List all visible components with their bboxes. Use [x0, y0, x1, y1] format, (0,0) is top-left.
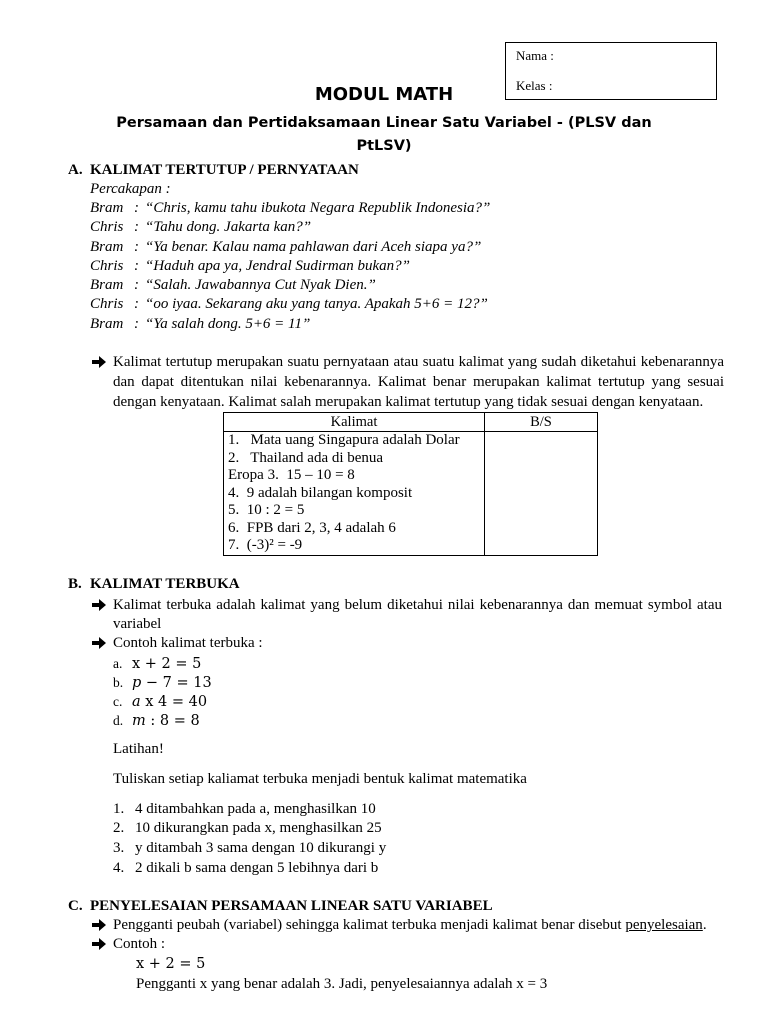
- example-expression: a x 4 = 40: [132, 693, 208, 710]
- exercise-title: Latihan!: [113, 741, 164, 757]
- exercise-text: 4 ditambahkan pada a, menghasilkan 10: [135, 800, 376, 817]
- section-c-title: PENYELESAIAN PERSAMAAN LINEAR SATU VARIABEL: [90, 898, 493, 914]
- example-label: d.: [113, 712, 124, 728]
- example-equation: x + 2 = 5: [136, 956, 206, 972]
- dialogue-separator: :: [134, 315, 139, 332]
- definition-end: .: [702, 917, 707, 933]
- list-item: [113, 839, 386, 859]
- statement-line: 7. (-3)² = -9: [228, 537, 303, 553]
- table-row: [224, 432, 598, 556]
- exercise-instruction: Tuliskan setiap kaliamat terbuka menjadi bentuk kalimat matematika: [113, 771, 527, 787]
- statement-line: 1. Mata uang Singapura adalah Dolar: [228, 432, 460, 448]
- list-item: [113, 819, 386, 839]
- dialogue-speaker: Bram: [90, 200, 124, 216]
- example-label: Contoh :: [113, 936, 166, 952]
- dialogue-separator: :: [134, 238, 139, 255]
- dialogue-separator: :: [134, 257, 139, 274]
- statement-cell: [224, 432, 485, 556]
- example-answer: Pengganti x yang benar adalah 3. Jadi, penyelesaiannya adalah x = 3: [136, 976, 548, 992]
- table-header-row: [224, 413, 598, 432]
- list-item: [113, 711, 212, 730]
- module-subtitle-line-2: PtLSV): [356, 138, 412, 154]
- definition-text: Pengganti peubah (variabel) sehingga kalimat terbuka menjadi kalimat benar disebut: [113, 917, 626, 933]
- section-a-title: KALIMAT TERTUTUP / PERNYATAAN: [90, 162, 359, 178]
- example-list: [113, 654, 212, 730]
- name-label: Nama :: [516, 48, 554, 63]
- statement-line: Eropa 3. 15 – 10 = 8: [228, 467, 355, 483]
- column-header-statement: Kalimat: [224, 413, 485, 432]
- section-a-label: A.: [68, 162, 83, 178]
- open-sentence-definition: [113, 596, 722, 633]
- list-item: [113, 692, 212, 711]
- dialogue-text: “Chris, kamu tahu ibukota Negara Republik Indonesia?”: [145, 200, 491, 216]
- dialogue-line: [90, 199, 490, 218]
- dialogue-text: “Tahu dong. Jakarta kan?”: [145, 219, 312, 236]
- statement-line: 2. Thailand ada di benua: [228, 449, 384, 466]
- dialogue-speaker: Bram: [90, 277, 124, 294]
- dialogue-separator: :: [134, 277, 139, 294]
- dialogue-line: [90, 315, 490, 334]
- arrow-right-icon: [92, 938, 106, 950]
- column-header-true-false: B/S: [485, 413, 598, 432]
- dialogue-text: “Salah. Jawabannya Cut Nyak Dien.”: [145, 277, 376, 294]
- dialogue-line: [90, 295, 490, 314]
- statement-table: [223, 412, 598, 556]
- exercise-number: 1.: [113, 800, 125, 817]
- arrow-right-icon: [92, 599, 106, 611]
- definition-line: Kalimat terbuka adalah kalimat yang belum diketahui nilai kebenarannya dan memuat symbol atau: [113, 597, 722, 613]
- exercise-number: 3.: [113, 839, 125, 856]
- section-b-label: B.: [68, 576, 82, 592]
- list-item: [113, 800, 386, 820]
- class-label: Kelas :: [516, 78, 553, 93]
- dialogue-line: [90, 218, 490, 237]
- exercise-number: 4.: [113, 859, 125, 876]
- dialogue-separator: :: [134, 200, 139, 216]
- exercise-text: y ditambah 3 sama dengan 10 dikurangi y: [135, 839, 387, 856]
- arrow-right-icon: [92, 356, 106, 368]
- list-item: [113, 673, 212, 692]
- explanation-line: dan dapat ditentukan nilai kebenarannya. Kalimat benar merupakan kalimat tertutup yang sesuai: [113, 374, 724, 390]
- dialogue-text: “Haduh apa ya, Jendral Sudirman bukan?”: [145, 257, 410, 274]
- arrow-right-icon: [92, 637, 106, 649]
- dialogue-text: “Ya benar. Kalau nama pahlawan dari Aceh siapa ya?”: [145, 238, 482, 255]
- dialogue-separator: :: [134, 219, 139, 236]
- dialogue-line: [90, 276, 490, 295]
- dialogue-text: “oo iyaa. Sekarang aku yang tanya. Apakah 5+6 = 12?”: [145, 296, 488, 313]
- dialogue-speaker: Chris: [90, 296, 124, 313]
- section-c-label: C.: [68, 898, 83, 914]
- example-label: a.: [113, 655, 123, 671]
- answer-cell: [485, 432, 598, 556]
- dialogue-separator: :: [134, 296, 139, 313]
- module-subtitle-line-1: Persamaan dan Pertidaksamaan Linear Satu Variabel - (PLSV dan: [116, 115, 652, 131]
- example-expression: m : 8 = 8: [132, 712, 200, 729]
- exercise-text: 2 dikali b sama dengan 5 lebihnya dari b: [135, 859, 379, 876]
- definition-line: variabel: [113, 615, 162, 632]
- section-b-title: KALIMAT TERBUKA: [90, 576, 240, 592]
- conversation-label: Percakapan :: [90, 181, 171, 197]
- dialogue-speaker: Chris: [90, 219, 124, 236]
- statement-line: 6. FPB dari 2, 3, 4 adalah 6: [228, 519, 396, 536]
- list-item: [113, 654, 212, 673]
- examples-label: Contoh kalimat terbuka :: [113, 635, 263, 651]
- statement-line: 4. 9 adalah bilangan komposit: [228, 484, 413, 501]
- statement-line: 5. 10 : 2 = 5: [228, 502, 305, 518]
- closed-sentence-explanation: [113, 352, 724, 412]
- definition-term: penyelesaian: [625, 917, 703, 933]
- exercise-list: [113, 800, 386, 879]
- dialogue-text: “Ya salah dong. 5+6 = 11”: [145, 315, 311, 332]
- example-label: c.: [113, 693, 123, 709]
- example-label: b.: [113, 674, 124, 690]
- exercise-number: 2.: [113, 820, 125, 837]
- list-item: [113, 859, 386, 879]
- dialogue-line: [90, 238, 490, 257]
- arrow-right-icon: [92, 919, 106, 931]
- dialogue-speaker: Bram: [90, 238, 124, 255]
- dialogue-speaker: Bram: [90, 315, 124, 332]
- solution-definition: [113, 916, 707, 934]
- dialogue-line: [90, 257, 490, 276]
- explanation-line: dengan kenyataan. Kalimat salah merupakan kalimat tertutup yang tidak sesuai dengan kenyataan.: [113, 394, 704, 410]
- dialogue-speaker: Chris: [90, 257, 124, 274]
- exercise-text: 10 dikurangkan pada x, menghasilkan 25: [135, 820, 382, 837]
- example-expression: x + 2 = 5: [132, 655, 202, 672]
- module-title: MODUL MATH: [314, 84, 454, 105]
- dialogue: [90, 199, 490, 334]
- example-expression: p − 7 = 13: [132, 674, 212, 691]
- explanation-line: Kalimat tertutup merupakan suatu pernyataan atau suatu kalimat yang sudah diketahui kebenarannya: [113, 354, 724, 370]
